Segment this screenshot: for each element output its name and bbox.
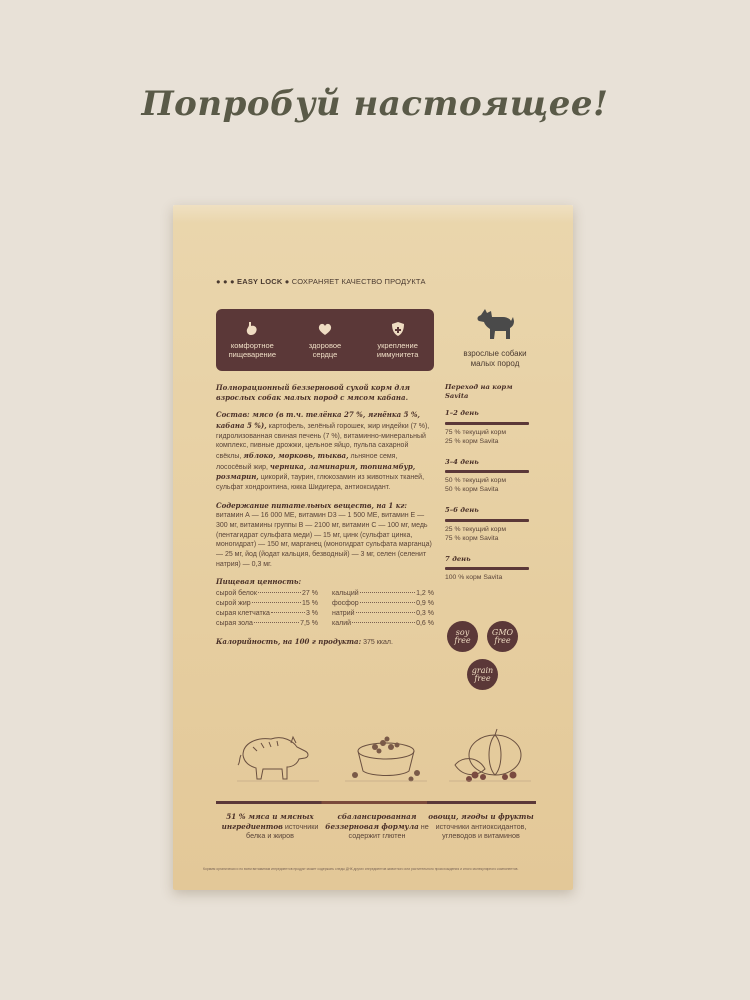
fine-print: Кормим органически и по всем витаминам ингредиентов продукт может содержать следы ДНК других ингредиентов животного или растительного происхождения и иного молекулярного компонентов. — [203, 867, 519, 871]
transition-day: 1–2 день — [445, 409, 479, 418]
nutrient-name: калий — [332, 620, 352, 628]
calories-label: Калорийность, на 100 г продукта: — [216, 637, 362, 647]
benefit-heart-line2: сердце — [312, 350, 338, 360]
target-line1: взрослые собаки — [463, 349, 527, 358]
feature-grainfree-text: не содержит глютен — [348, 821, 429, 841]
transition-line-b: 50 % корм Savita — [445, 486, 499, 494]
soy-free-badge: soy free — [447, 621, 478, 652]
transition-bar — [445, 470, 529, 473]
heart-icon — [317, 321, 333, 337]
transition-line-a: 50 % текущий корм — [445, 477, 507, 485]
transition-bar — [445, 567, 529, 570]
nutrient-name: фосфор — [332, 599, 359, 607]
transition-day: 3–4 день — [445, 457, 479, 466]
food-bowl-icon — [341, 725, 431, 787]
feature-vegetables-bold: овощи, ягоды и фрукты — [428, 812, 534, 821]
free-badges — [445, 615, 535, 695]
calories — [216, 637, 434, 648]
feature-meat — [216, 812, 324, 841]
gmo-free-badge: GMO free — [487, 621, 518, 652]
target-line2: малых пород — [470, 359, 520, 369]
nutrition-right — [332, 589, 434, 630]
easy-lock-text: СОХРАНЯЕТ КАЧЕСТВО ПРОДУКТА — [291, 277, 426, 286]
easy-lock-brand: ● ● ● EASY LOCK ● — [216, 277, 290, 286]
transition-line-b: 75 % корм Savita — [445, 534, 499, 542]
benefit-digestion — [218, 321, 286, 360]
composition-part-f: цикорий, таурин, глюкозамин из животных тканей, сульфат хондроитина, юкка Шидигера, антиоксидант. — [216, 474, 425, 491]
transition-line-b: 25 % корм Savita — [445, 437, 499, 445]
benefit-immunity — [364, 321, 432, 360]
boar-icon — [233, 725, 323, 787]
transition-bar — [445, 422, 529, 425]
transition-line-a: 75 % текущий корм — [445, 428, 507, 436]
nutrient-value: 3 % — [305, 610, 318, 618]
transition-step — [445, 409, 535, 446]
nutrient-value: 0,6 % — [416, 620, 434, 628]
nutrition-row — [216, 589, 318, 599]
page-headline: Попробуй настоящее! — [141, 84, 609, 124]
composition-veg: яблоко, морковь, тыква, — [243, 450, 349, 460]
nutrient-name: кальций — [332, 589, 359, 597]
transition-line-a: 100 % корм Savita — [445, 574, 503, 582]
feature-vegetables — [427, 812, 535, 841]
calories-value: 375 ккал. — [361, 639, 393, 647]
nutrients-text: витамин А — 16 000 МЕ, витамин D3 — 1 500 МЕ, витамин Е — 300 мг, витамины группы В — 2100 мг, витамин С — 100 мг, медь (пентагидрат сульфата меди) — 15 мг, цинк (сульфат цинка, моногидрат) — 150 мг, марганец (моногидрат сульфата марганца) — 25 мг, йод (йодат кальция, безводный) — 3 мг, селен (селенит натрия) — 0,3 мг. — [216, 512, 432, 568]
benefit-digestion-line2: пищеварение — [228, 350, 277, 360]
nutrient-value: 0,3 % — [416, 610, 434, 618]
nutrition-row — [332, 609, 434, 619]
nutrient-name: сырой жир — [216, 599, 251, 607]
nutrients — [216, 501, 434, 570]
composition-label: Состав: — [216, 410, 250, 420]
nutrient-name: натрий — [332, 610, 355, 618]
composition-part-b: картофель, зелёный горошек, жир индейки (7 %), гидролизованная свиная печень (7 %), витаминно-минеральный комплекс, пивные дрожжи, цельное яйцо, пульпа сахарной свёклы, — [216, 422, 430, 460]
feature-vegetables-text: источники антиоксидантов, углеводов и витаминов — [435, 821, 527, 841]
nutrition-row — [216, 609, 318, 619]
nutrition-left — [216, 589, 318, 630]
transition-title: Переход на корм Savita — [445, 383, 513, 401]
feature-grainfree-bold: сбалансированная беззерновая формула — [325, 812, 419, 831]
nutrients-label: Содержание питательных веществ, на 1 кг: — [216, 500, 407, 510]
nutrition-row — [332, 599, 434, 609]
benefit-digestion-line1: комфортное — [230, 341, 274, 350]
composition-meat: мясо (в т.ч. телёнка 27 %, ягнёнка 5 %, кабана 5 %), — [216, 410, 420, 430]
grain-free-badge: grain free — [467, 659, 498, 690]
composition-berries: черника, ламинария, топинамбур, розмарин, — [216, 461, 416, 482]
product-intro: Полнорационный беззерновой сухой корм для взрослых собак малых пород с мясом кабана. — [216, 383, 410, 402]
feature-meat-bold: 51 % мяса и мясных ингредиентов — [221, 812, 314, 831]
product-package — [173, 205, 573, 890]
nutrient-value: 15 % — [302, 599, 318, 607]
benefit-immunity-line1: укрепление — [377, 341, 418, 350]
dog-icon — [473, 305, 517, 341]
composition — [216, 410, 434, 492]
nutrient-value: 27 % — [302, 589, 318, 597]
pumpkin-berries-icon — [445, 725, 535, 787]
nutrient-value: 0,9 % — [416, 599, 434, 607]
benefit-heart — [291, 321, 359, 360]
easy-lock-label — [216, 277, 426, 286]
transition-step — [445, 555, 535, 582]
nutrient-name: сырая клетчатка — [216, 610, 270, 618]
transition-line-a: 25 % текущий корм — [445, 525, 507, 533]
transition-guide — [445, 383, 535, 594]
transition-step — [445, 458, 535, 495]
feature-meat-text: источники белка и жиров — [246, 821, 319, 841]
nutrient-name: сырой белок — [216, 589, 257, 597]
benefit-immunity-line2: иммунитета — [376, 350, 419, 360]
nutrition-row — [216, 619, 318, 629]
nutrition-row — [332, 619, 434, 629]
feature-grainfree — [323, 812, 431, 841]
transition-step — [445, 506, 535, 543]
transition-day: 7 день — [445, 554, 471, 563]
nutrient-name: сырая зола — [216, 620, 253, 628]
target-audience — [445, 305, 545, 370]
transition-bar — [445, 519, 529, 522]
benefit-heart-line1: здоровое — [308, 341, 342, 350]
transition-day: 5–6 день — [445, 506, 479, 515]
composition-part-d: льняное семя, лососёвый жир, — [216, 452, 398, 471]
nutrition-title: Пищевая ценность: — [216, 577, 302, 587]
stomach-icon — [244, 321, 260, 337]
benefits-panel — [216, 309, 434, 371]
features-divider — [216, 801, 536, 804]
nutrition-row — [332, 589, 434, 599]
nutrition-row — [216, 599, 318, 609]
nutrient-value: 7,5 % — [300, 620, 318, 628]
product-info — [216, 383, 434, 648]
nutrient-value: 1,2 % — [416, 589, 434, 597]
shield-icon — [390, 321, 406, 337]
nutrition-table — [216, 589, 434, 630]
